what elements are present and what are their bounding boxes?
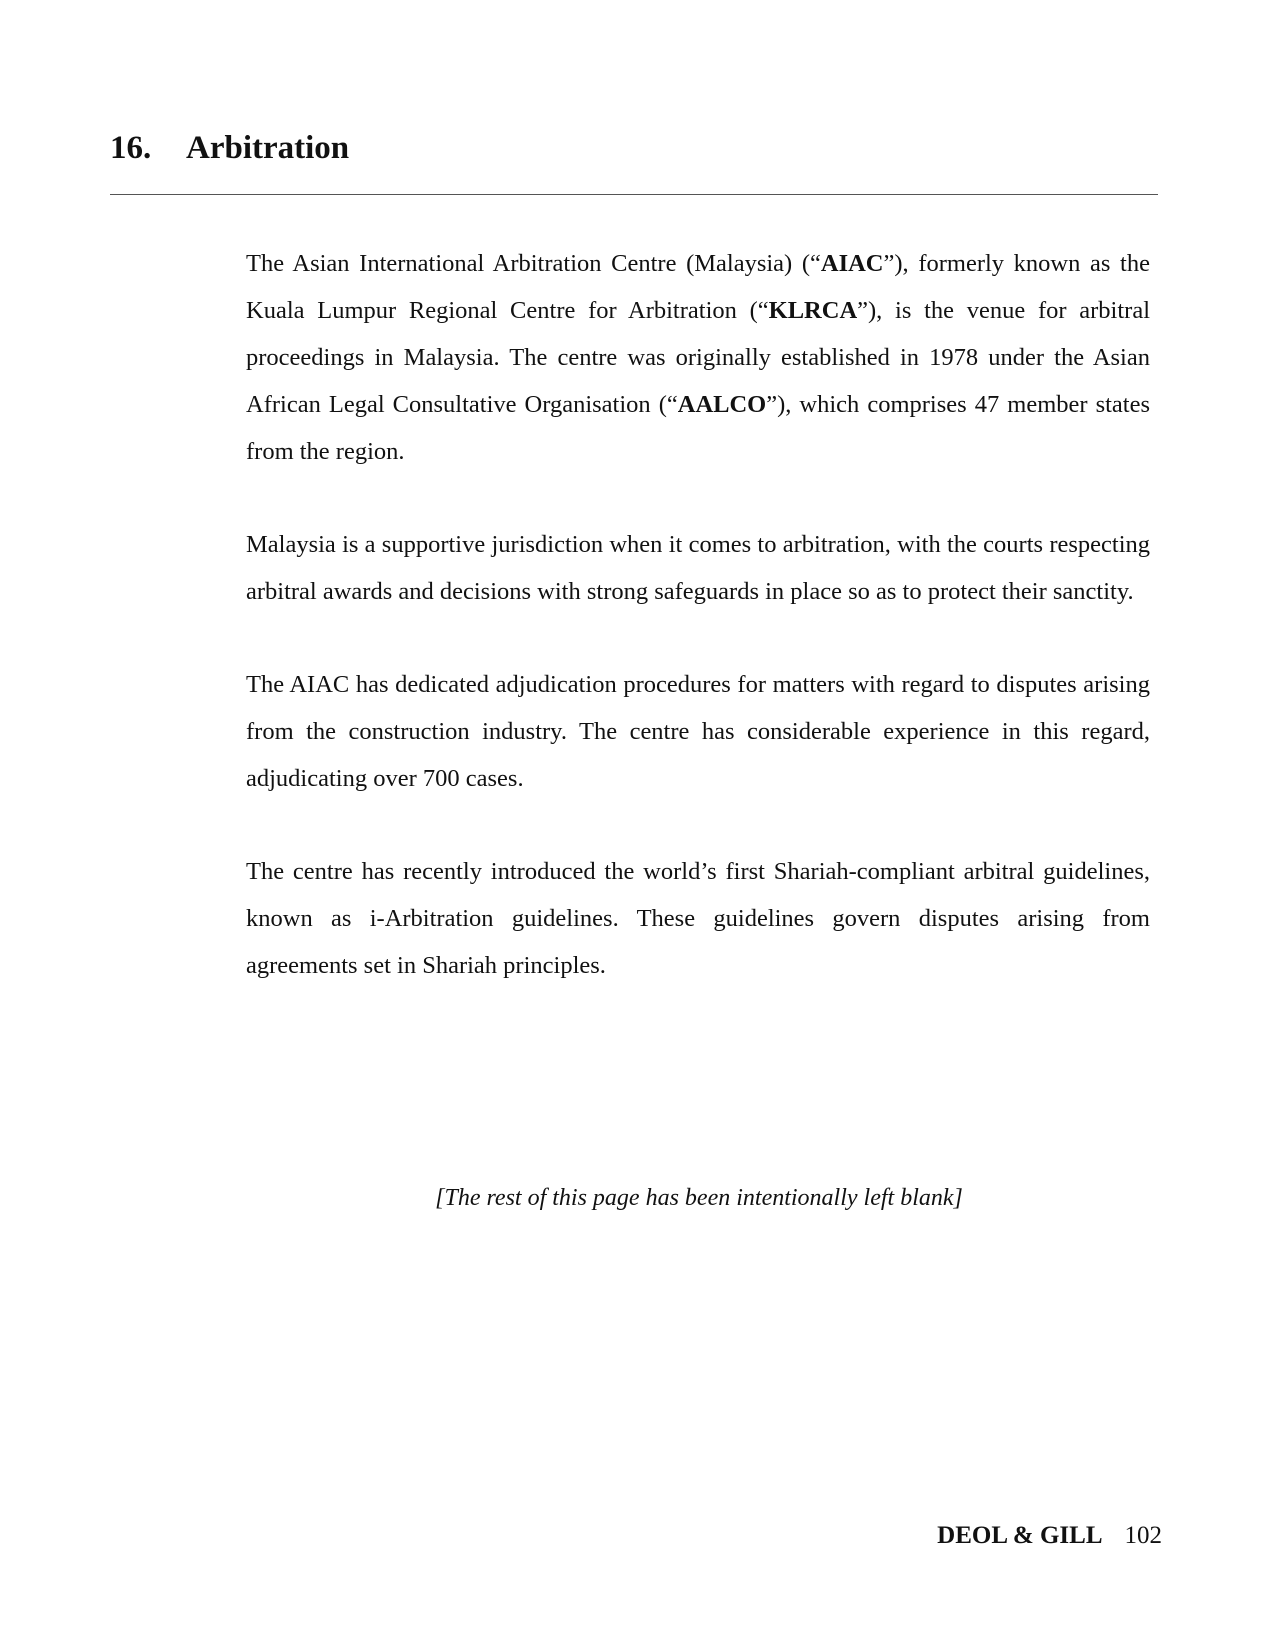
paragraph-text: ”), which comprises 47 member states from the region. [246,391,1150,465]
defined-term-aiac: AIAC [820,250,884,277]
paragraph-text: ”), is the venue for arbitral proceedings in Malaysia. The centre was originally established in 1978 under the Asian African Legal Consultative Organisation (“ [246,297,1150,418]
section-title: Arbitration [186,130,350,166]
page-number: 102 [1124,1522,1162,1549]
blank-page-note: [The rest of this page has been intentionally left blank] [435,1185,963,1211]
heading-divider [110,194,1158,195]
defined-term-klrca: KLRCA [768,297,858,324]
paragraph-supportive-jurisdiction: Malaysia is a supportive jurisdiction when it comes to arbitration, with the courts respecting arbitral awards and decisions with strong safeguards in place so as to protect their sanctity. [246,531,1150,605]
paragraph-text: ”), formerly known as the Kuala Lumpur Regional Centre for Arbitration (“ [246,250,1150,324]
section-heading [110,128,349,168]
paragraph-i-arbitration: The centre has recently introduced the world’s first Shariah-compliant arbitral guidelines, known as i-Arbitration guidelines. These guidelines govern disputes arising from agreements set in Shariah principles. [246,858,1150,979]
firm-name: DEOL & GILL [937,1522,1103,1549]
paragraph-adjudication: The AIAC has dedicated adjudication procedures for matters with regard to disputes arising from the construction industry. The centre has considerable experience in this regard, adjudicating over 700 cases. [246,671,1150,792]
paragraph-text: The Asian International Arbitration Centre (Malaysia) (“ [246,250,821,277]
paragraph-aiac-intro [246,240,1150,475]
body-text [246,240,1150,1035]
defined-term-aalco: AALCO [677,391,767,418]
section-number: 16. [110,130,152,166]
page-footer [937,1518,1162,1554]
